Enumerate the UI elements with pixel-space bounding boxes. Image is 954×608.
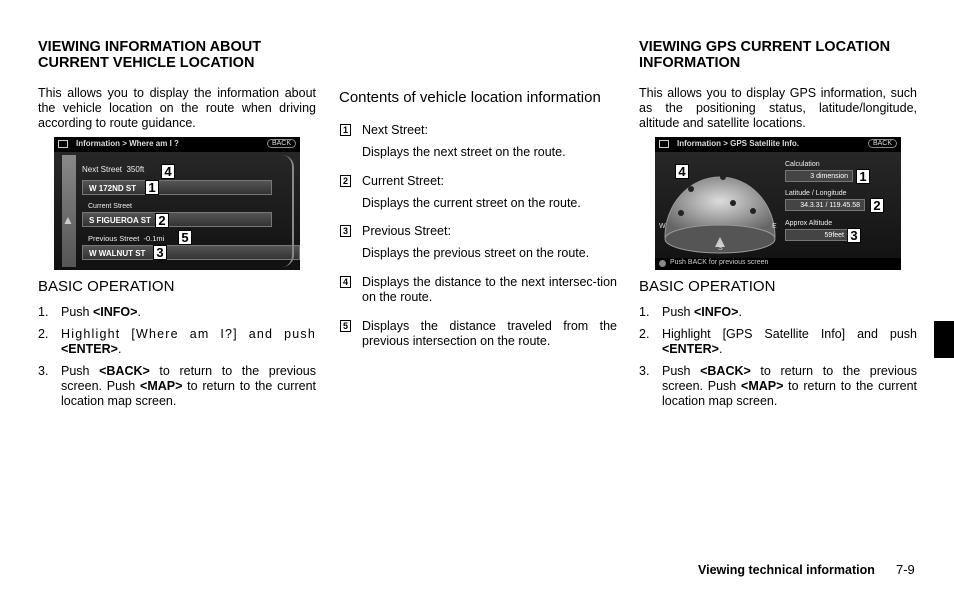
callout-3: 3: [153, 245, 167, 260]
next-street-label: [82, 165, 144, 174]
gps-status-text: Push BACK for previous screen: [670, 259, 769, 266]
step-key: <INFO>: [693, 305, 739, 319]
item-label: Current Street:: [362, 174, 444, 188]
step-text-post: .: [137, 305, 141, 319]
gps-satellite-screenshot: [655, 137, 901, 270]
right-section-title: [639, 39, 929, 71]
gps-header-text: Information > GPS Satellite Info.: [677, 139, 800, 148]
step-text-pre: Highlight [GPS Satellite Info] and push: [662, 327, 917, 341]
step-key: <BACK>: [99, 364, 150, 378]
right-step-2: [639, 327, 917, 357]
satellite-icon: [750, 208, 756, 214]
current-street-field[interactable]: [82, 212, 272, 227]
left-section-title: [38, 39, 328, 71]
step-text-pre: Push: [662, 364, 701, 378]
step-text: [662, 364, 917, 409]
calculation-value: 3 dimension: [785, 170, 853, 182]
content-item-5: [340, 319, 617, 351]
item-number-box: 2: [340, 175, 351, 187]
step-key: <ENTER>: [662, 342, 719, 356]
chapter-tab: [934, 321, 954, 358]
satellite-icon: [678, 210, 684, 216]
right-step-1: [639, 305, 917, 320]
left-step-3: [38, 364, 316, 409]
right-step-3: [639, 364, 917, 409]
current-street-label: Current Street: [88, 203, 132, 210]
item-number-box: 3: [340, 225, 351, 237]
step-text: [61, 305, 316, 320]
step-text-post: .: [718, 342, 723, 356]
vehicle-arrow-icon: ▲: [62, 213, 74, 227]
item-number-box: 1: [340, 124, 351, 136]
footer-section-name: Viewing technical information: [698, 563, 875, 577]
left-title-line1: VIEWING INFORMATION ABOUT: [38, 39, 262, 55]
step-number: 2.: [639, 327, 650, 341]
item-label: Next Street:: [362, 123, 428, 137]
step-text-post: .: [117, 342, 123, 356]
item-number-box: 4: [340, 276, 351, 288]
next-street-distance: 350ft: [126, 165, 145, 174]
item-label: Displays the distance to the next intersec-tion on the route.: [362, 275, 617, 304]
step-text-pre: Push: [662, 305, 694, 319]
step-text: [662, 305, 917, 320]
step-key: <INFO>: [92, 305, 138, 319]
altitude-value: 59feet: [785, 229, 849, 241]
right-title-line2: INFORMATION: [639, 55, 741, 71]
back-label: BACK: [872, 140, 892, 147]
step-text: [662, 327, 917, 357]
satellite-icon: [688, 186, 694, 192]
left-title-line2: CURRENT VEHICLE LOCATION: [38, 55, 255, 71]
callout-4: 4: [161, 164, 175, 179]
callout-5: 5: [178, 230, 192, 245]
content-item-1: [340, 123, 617, 163]
left-basic-operation-title: BASIC OPERATION: [38, 278, 175, 295]
previous-street-distance: -0.1mi: [143, 234, 165, 243]
satellite-icon: [720, 174, 726, 180]
step-text-mid: to return to the previous screen. Push: [662, 364, 917, 393]
latlon-value: 34.3.31 / 119.45.58: [785, 199, 865, 211]
callout-2: 2: [155, 213, 169, 228]
step-key: <ENTER>: [61, 342, 118, 356]
compass-south: S: [718, 245, 723, 252]
current-street-value: S FIGUEROA ST: [89, 216, 151, 225]
step-key-2: <MAP>: [140, 379, 183, 393]
previous-street-field[interactable]: [82, 245, 300, 260]
step-number: 3.: [38, 364, 49, 378]
step-text-post: to return to the current location map screen.: [61, 379, 316, 408]
step-key-2: <MAP>: [741, 379, 784, 393]
step-text-pre: Push: [61, 364, 100, 378]
step-text: [61, 327, 316, 357]
item-label: Displays the distance traveled from the previous intersection on the route.: [362, 319, 617, 348]
compass-east: E: [772, 223, 777, 230]
where-am-i-screenshot: [54, 137, 300, 270]
gps-callout-1: 1: [856, 169, 870, 184]
step-number: 2.: [38, 327, 49, 341]
left-step-1: [38, 305, 316, 320]
satellite-icon: [730, 200, 736, 206]
next-street-text: Next Street: [82, 165, 123, 174]
gps-status-bar: [655, 258, 901, 270]
content-item-3: [340, 224, 617, 264]
item-desc: Displays the current street on the route.: [362, 196, 581, 210]
step-number: 1.: [38, 305, 49, 319]
step-text-post: to return to the current location map screen.: [662, 379, 917, 408]
gps-callout-2: 2: [870, 198, 884, 213]
item-number-box: 5: [340, 320, 351, 332]
item-desc: Displays the next street on the route.: [362, 145, 566, 159]
left-step-2: [38, 327, 316, 357]
step-number: 1.: [639, 305, 650, 319]
step-text-pre: Highlight [Where am I?] and push: [61, 327, 316, 341]
altitude-label: Approx Altitude: [785, 220, 833, 227]
previous-street-value: W WALNUT ST: [89, 249, 146, 258]
step-key: <BACK>: [700, 364, 751, 378]
gps-back-button[interactable]: [868, 139, 897, 148]
middle-section-title: Contents of vehicle location information: [339, 89, 601, 106]
callout-1: 1: [145, 180, 159, 195]
content-item-2: [340, 174, 617, 214]
step-number: 3.: [639, 364, 650, 378]
left-intro: This allows you to display the information about the vehicle location on the route when driving according to route guidance.: [38, 86, 316, 130]
scroll-arc: [282, 155, 294, 267]
previous-street-label: [88, 234, 164, 243]
next-street-value: W 172ND ST: [89, 184, 137, 193]
compass-west: W: [659, 223, 666, 230]
content-item-4: [340, 275, 617, 307]
next-street-field[interactable]: [82, 180, 272, 195]
item-desc: Displays the previous street on the route.: [362, 246, 590, 260]
info-icon: [58, 140, 68, 148]
right-title-line1: VIEWING GPS CURRENT LOCATION: [639, 39, 891, 55]
step-text-pre: Push: [61, 305, 93, 319]
gps-header-bar: [655, 137, 901, 152]
route-bar: [62, 155, 76, 267]
status-info-icon: [659, 260, 666, 267]
right-intro: This allows you to display GPS information, such as the positioning status, latitude/longitude, altitude and satellite locations.: [639, 86, 917, 130]
info-icon: [659, 140, 669, 148]
screen-header-bar: [54, 137, 300, 152]
back-button[interactable]: [267, 139, 296, 148]
calculation-label: Calculation: [785, 161, 820, 168]
page-number: 7-9: [896, 562, 915, 577]
back-label: BACK: [271, 140, 291, 147]
step-text-post: .: [738, 305, 742, 319]
right-basic-operation-title: BASIC OPERATION: [639, 278, 776, 295]
gps-callout-3: 3: [847, 228, 861, 243]
latlon-label: Latitude / Longitude: [785, 190, 847, 197]
item-label: Previous Street:: [362, 224, 451, 238]
screen-header-text: Information > Where am I ?: [76, 139, 179, 148]
previous-street-text: Previous Street: [88, 234, 140, 243]
gps-callout-4: 4: [675, 164, 689, 179]
step-text-mid: to return to the previous screen. Push: [61, 364, 316, 393]
step-text: [61, 364, 316, 409]
